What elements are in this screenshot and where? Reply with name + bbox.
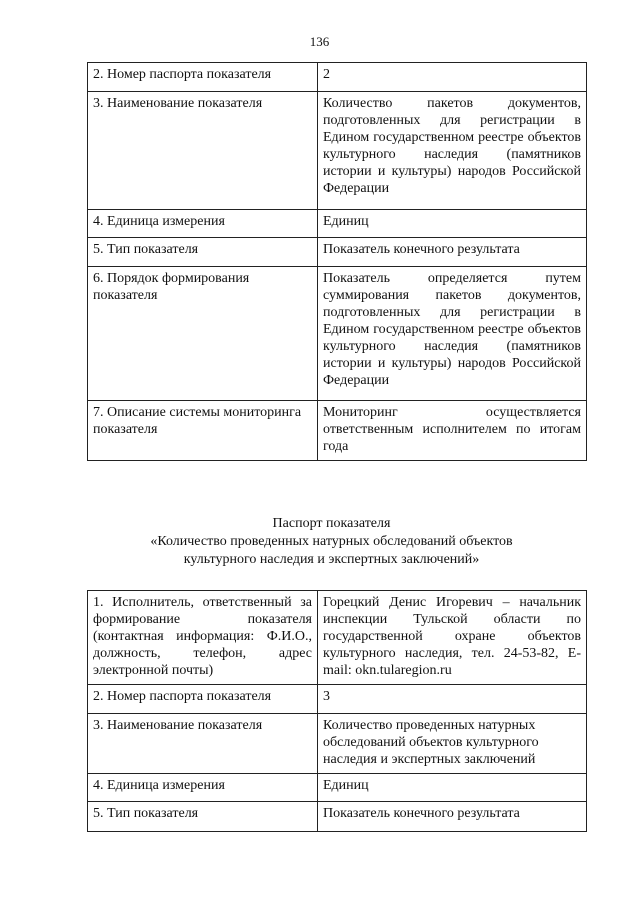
heading-line-1: Паспорт показателя	[272, 516, 391, 531]
row-label: 2. Номер паспорта показателя	[88, 63, 318, 92]
row-value: 2	[318, 63, 587, 92]
heading-line-3: культурного наследия и экспертных заключений»	[183, 552, 480, 567]
row-value: Показатель конечного результата	[318, 238, 587, 267]
row-label: 4. Единица измерения	[88, 210, 318, 238]
table-row	[88, 774, 587, 802]
row-label: 5. Тип показателя	[88, 238, 318, 267]
row-value: Единиц	[318, 210, 587, 238]
table-row	[88, 63, 587, 92]
row-label: 3. Наименование показателя	[88, 714, 318, 774]
row-value: Показатель определяется путем суммирования пакетов документов, подготовленных для регистрации в Едином государственном реестре объектов культурного наследия (памятников истории и культуры) народов Российской Федерации	[318, 267, 587, 401]
row-label: 4. Единица измерения	[88, 774, 318, 802]
table-row	[88, 685, 587, 714]
row-label: 2. Номер паспорта показателя	[88, 685, 318, 714]
table-row	[88, 267, 587, 401]
row-value: Единиц	[318, 774, 587, 802]
heading-line-2: «Количество проведенных натурных обследований объектов	[150, 534, 513, 549]
row-label: 3. Наименование показателя	[88, 92, 318, 210]
table-row	[88, 210, 587, 238]
row-value: Количество проведенных натурных обследований объектов культурного наследия и экспертных заключений	[318, 714, 587, 774]
table-row	[88, 591, 587, 685]
row-label: 6. Порядок формирования показателя	[88, 267, 318, 401]
row-value: Показатель конечного результата	[318, 802, 587, 832]
row-value: Количество пакетов документов, подготовленных для регистрации в Едином государственном реестре объектов культурного наследия (памятников истории и культуры) народов Российской Федерации	[318, 92, 587, 210]
table-row	[88, 714, 587, 774]
row-label: 7. Описание системы мониторинга показателя	[88, 401, 318, 461]
indicator-passport-table-2	[87, 62, 587, 461]
row-value: Горецкий Денис Игоревич – начальник инспекции Тульской области по государственной охране объектов культурного наследия, тел. 24-53-82, E-mail: okn.tularegion.ru	[318, 591, 587, 685]
table-row	[88, 238, 587, 267]
page-number: 136	[309, 34, 330, 49]
table-row	[88, 802, 587, 832]
row-label: 5. Тип показателя	[88, 802, 318, 832]
row-value: Мониторинг осуществляется ответственным исполнителем по итогам года	[318, 401, 587, 461]
passport-heading	[87, 515, 576, 569]
indicator-passport-table-3	[87, 590, 587, 832]
table-row	[88, 92, 587, 210]
row-value: 3	[318, 685, 587, 714]
row-label: 1. Исполнитель, ответственный за формирование показателя (контактная информация: Ф.И.О., должность, телефон, адрес электронной почты)	[88, 591, 318, 685]
table-row	[88, 401, 587, 461]
